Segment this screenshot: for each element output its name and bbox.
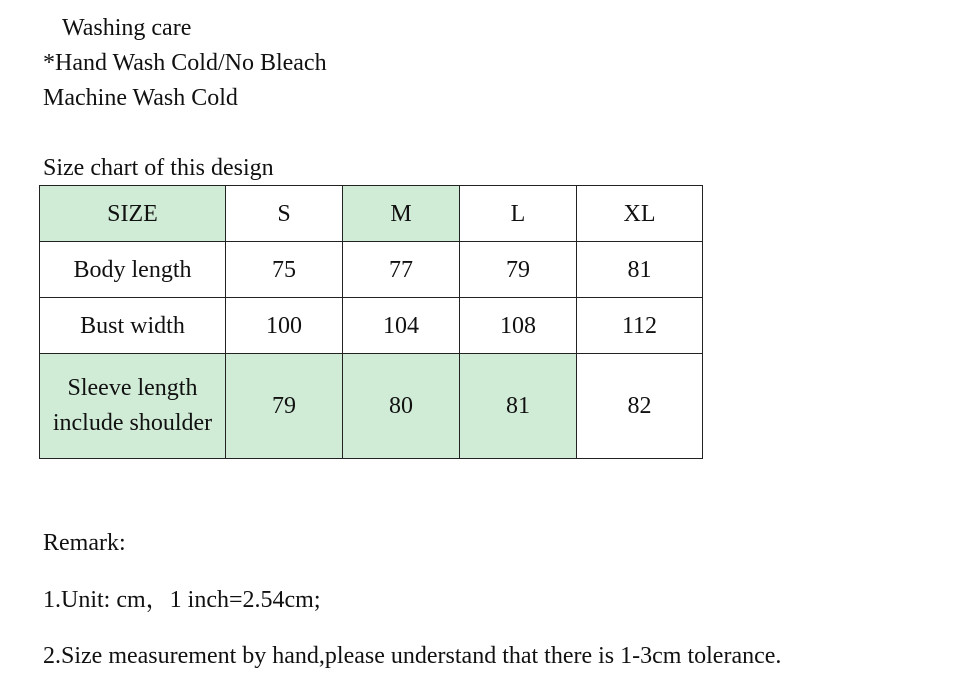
table-row-bust-width [40,298,703,354]
header-cell-xl: XL [577,186,703,242]
size-chart-table [39,185,703,459]
table-cell: 80 [343,354,460,459]
header-cell-l: L [460,186,577,242]
remark-title: Remark: [43,530,126,556]
table-cell: 77 [343,242,460,298]
table-cell: 108 [460,298,577,354]
table-cell: 81 [460,354,577,459]
table-cell: 82 [577,354,703,459]
washing-care-title: Washing care [62,15,192,41]
row-label-sleeve-length-line2: include shoulder [52,410,213,436]
header-cell-m: M [343,186,460,242]
remark-note-unit: 1.Unit: cm，1 inch=2.54cm; [43,587,321,613]
washing-instruction-machine-wash: Machine Wash Cold [43,85,238,111]
header-cell-s: S [226,186,343,242]
row-label-sleeve-length-line1: Sleeve length [67,375,198,401]
table-cell: 81 [577,242,703,298]
table-cell: 112 [577,298,703,354]
table-cell: 75 [226,242,343,298]
table-row-sleeve-length [40,354,703,459]
table-cell: 104 [343,298,460,354]
table-row-body-length [40,242,703,298]
remark-note-tolerance: 2.Size measurement by hand,please understand that there is 1-3cm tolerance. [43,643,782,669]
header-cell-size: SIZE [40,186,226,242]
row-label-body-length: Body length [40,242,226,298]
table-header-row [40,186,703,242]
table-cell: 79 [226,354,343,459]
row-label-sleeve-length [40,354,226,459]
table-cell: 79 [460,242,577,298]
size-chart-title: Size chart of this design [43,155,274,181]
row-label-bust-width: Bust width [40,298,226,354]
washing-instruction-hand-wash: *Hand Wash Cold/No Bleach [43,50,327,76]
table-cell: 100 [226,298,343,354]
